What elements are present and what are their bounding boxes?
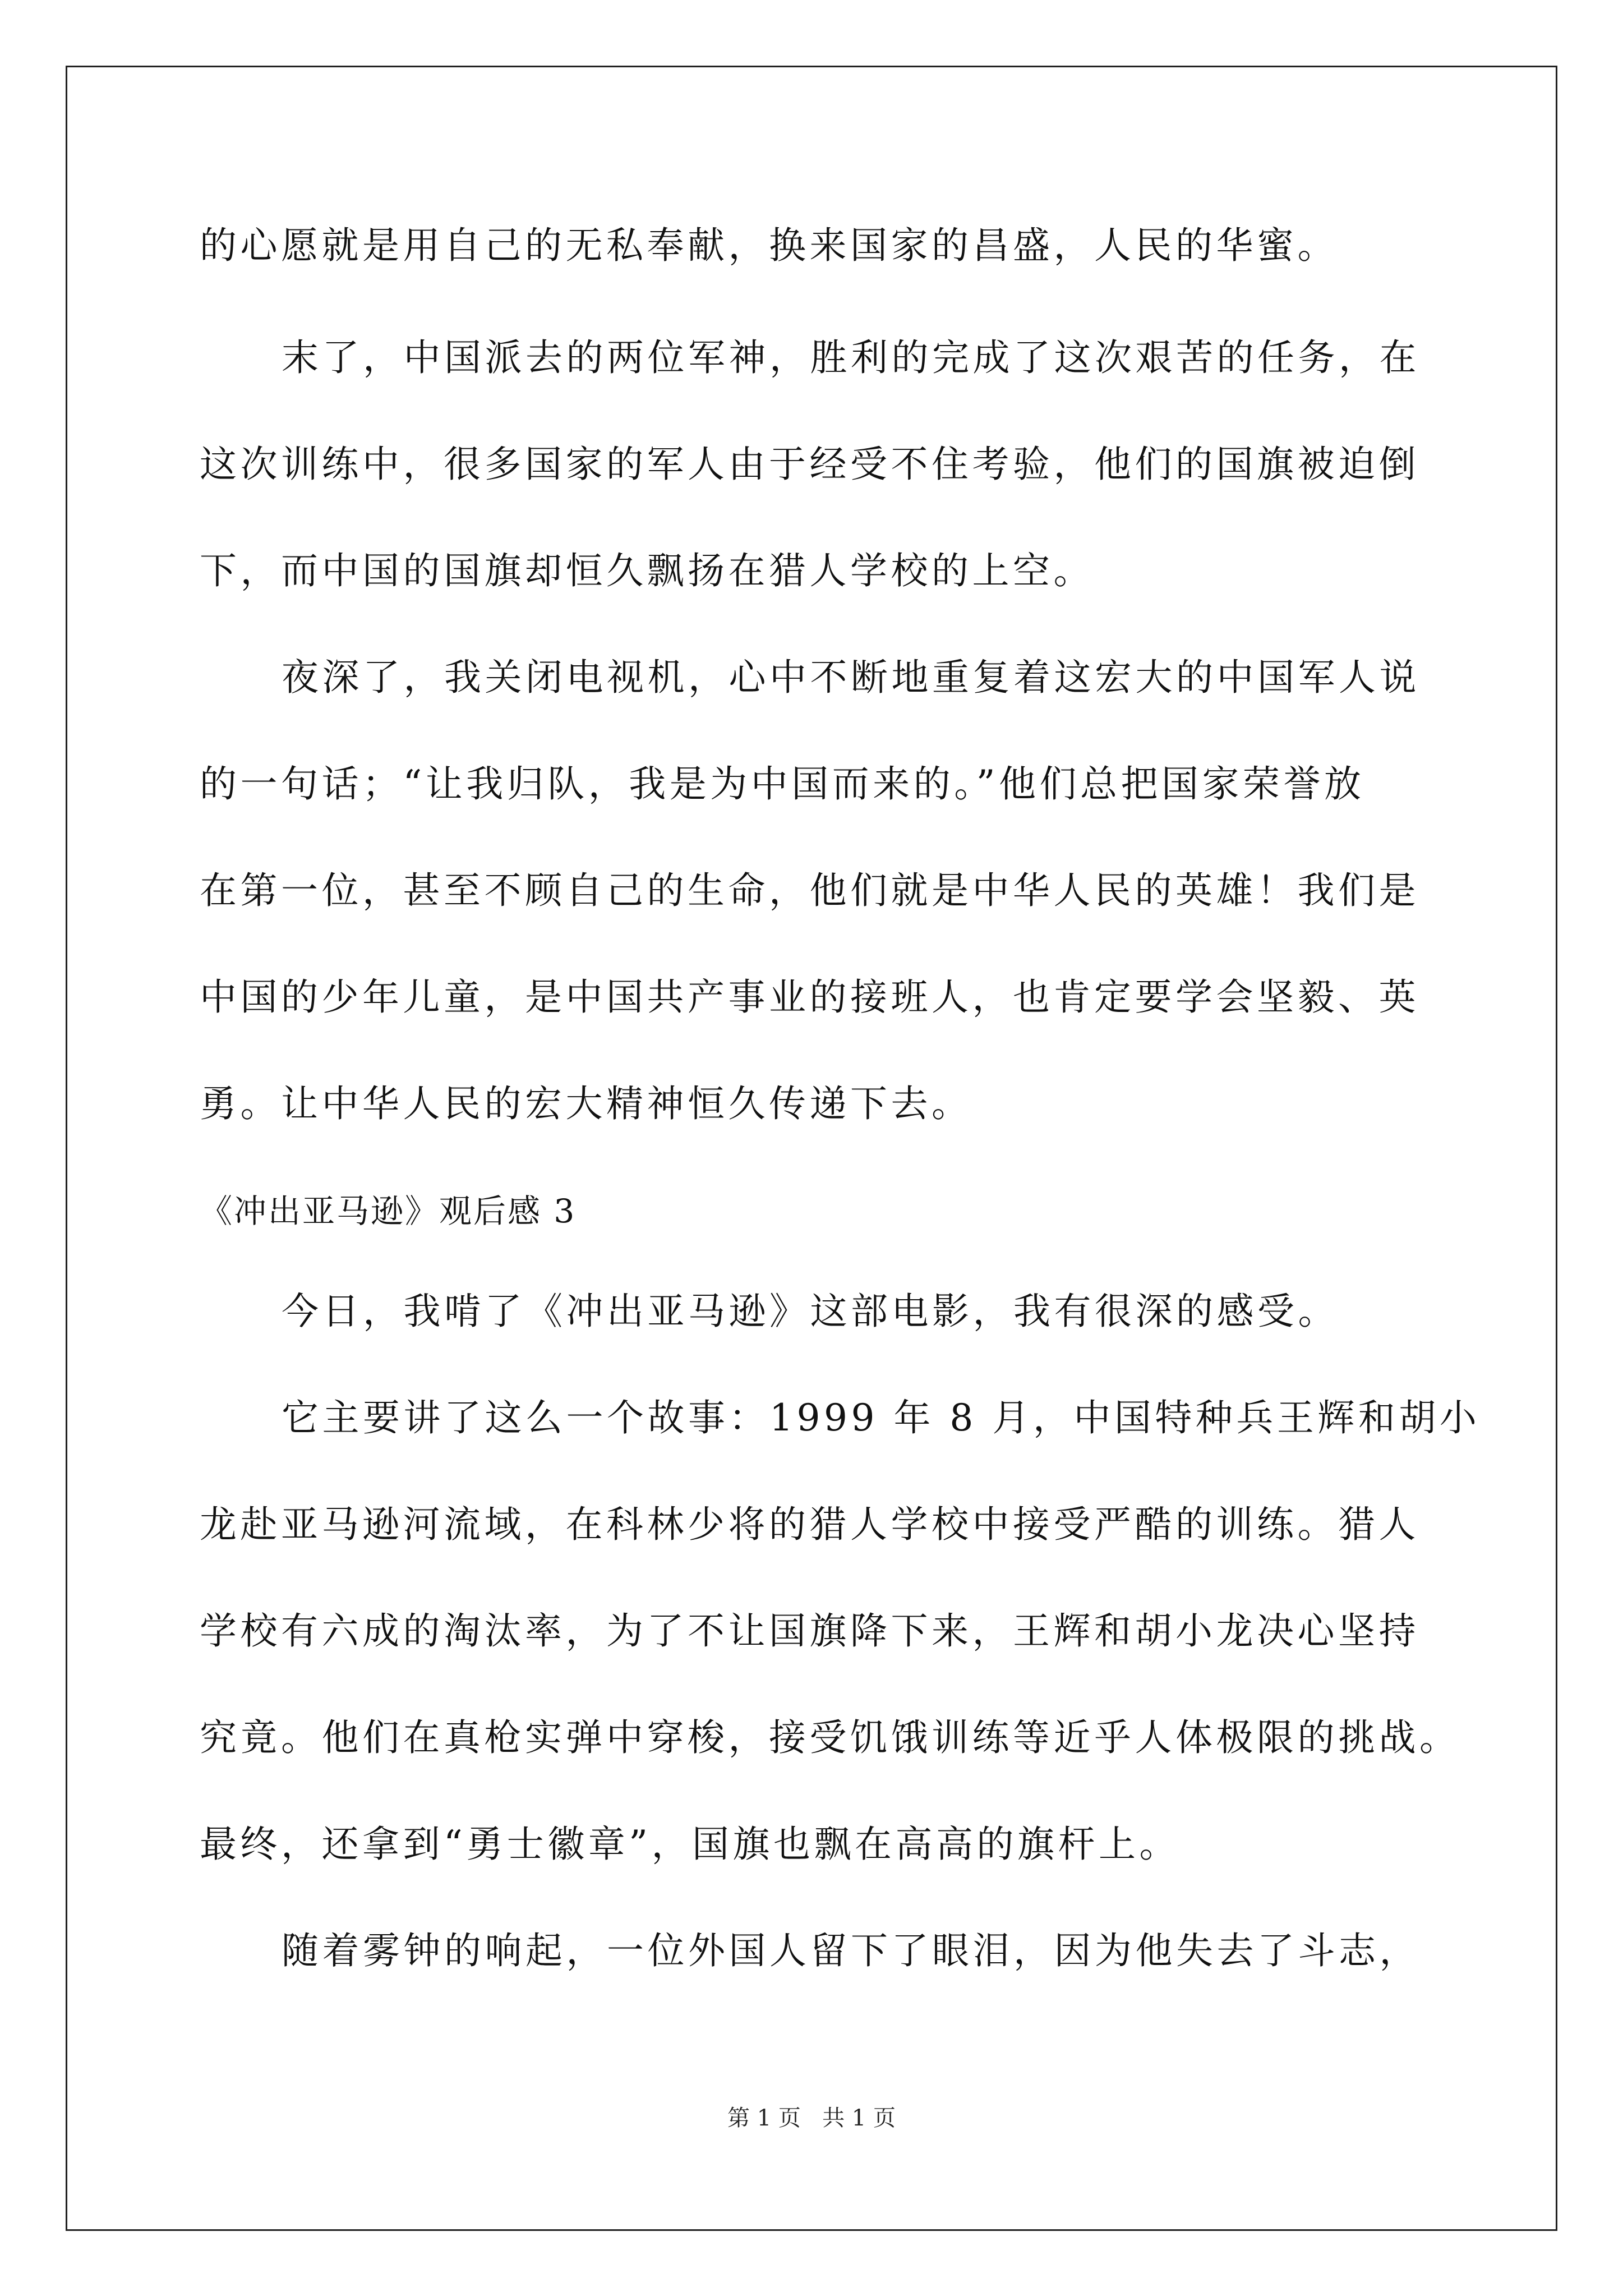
text-line: 它主要讲了这么一个故事：1999 年 8 月，中国特种兵王辉和胡小: [282, 1396, 1481, 1439]
text-line: 下，而中国的国旗却恒久飘扬在猎人学校的上空。: [200, 549, 1094, 592]
text-line: 最终，还拿到“勇士徽章”，国旗也飘在高高的旗杆上。: [200, 1823, 1180, 1866]
text-line: 夜深了，我关闭电视机，心中不断地重复着这宏大的中国军人说: [282, 656, 1420, 699]
text-line: 的心愿就是用自己的无私奉献，换来国家的昌盛，人民的华蜜。: [200, 224, 1338, 267]
section-heading: 《冲出亚马逊》观后感 3: [200, 1192, 577, 1230]
page-border: [66, 66, 1557, 2231]
text-line: 究竟。他们在真枪实弹中穿梭，接受饥饿训练等近乎人体极限的挑战。: [200, 1716, 1460, 1759]
text-line: 今日，我啃了《冲出亚马逊》这部电影，我有很深的感受。: [282, 1290, 1339, 1333]
text-line: 末了，中国派去的两位军神，胜利的完成了这次艰苦的任务，在: [282, 336, 1420, 379]
text-line: 这次训练中，很多国家的军人由于经受不住考验，他们的国旗被迫倒: [200, 443, 1419, 486]
text-line: 龙赴亚马逊河流域，在科林少将的猎人学校中接受严酷的训练。猎人: [200, 1503, 1419, 1546]
text-line: 中国的少年儿童，是中国共产事业的接班人，也肯定要学会坚毅、英: [200, 976, 1419, 1019]
page-number-footer: 第 1 页 共 1 页: [727, 2105, 896, 2131]
text-line: 随着雾钟的响起，一位外国人留下了眼泪，因为他失去了斗志，: [282, 1929, 1420, 1972]
text-line: 勇。让中华人民的宏大精神恒久传递下去。: [200, 1082, 972, 1125]
text-line: 在第一位，甚至不顾自己的生命，他们就是中华人民的英雄！我们是: [200, 869, 1419, 912]
text-line: 的一句话；“让我归队，我是为中国而来的。”他们总把国家荣誉放: [200, 762, 1365, 806]
text-line: 学校有六成的淘汰率，为了不让国旗降下来，王辉和胡小龙决心坚持: [200, 1609, 1419, 1653]
